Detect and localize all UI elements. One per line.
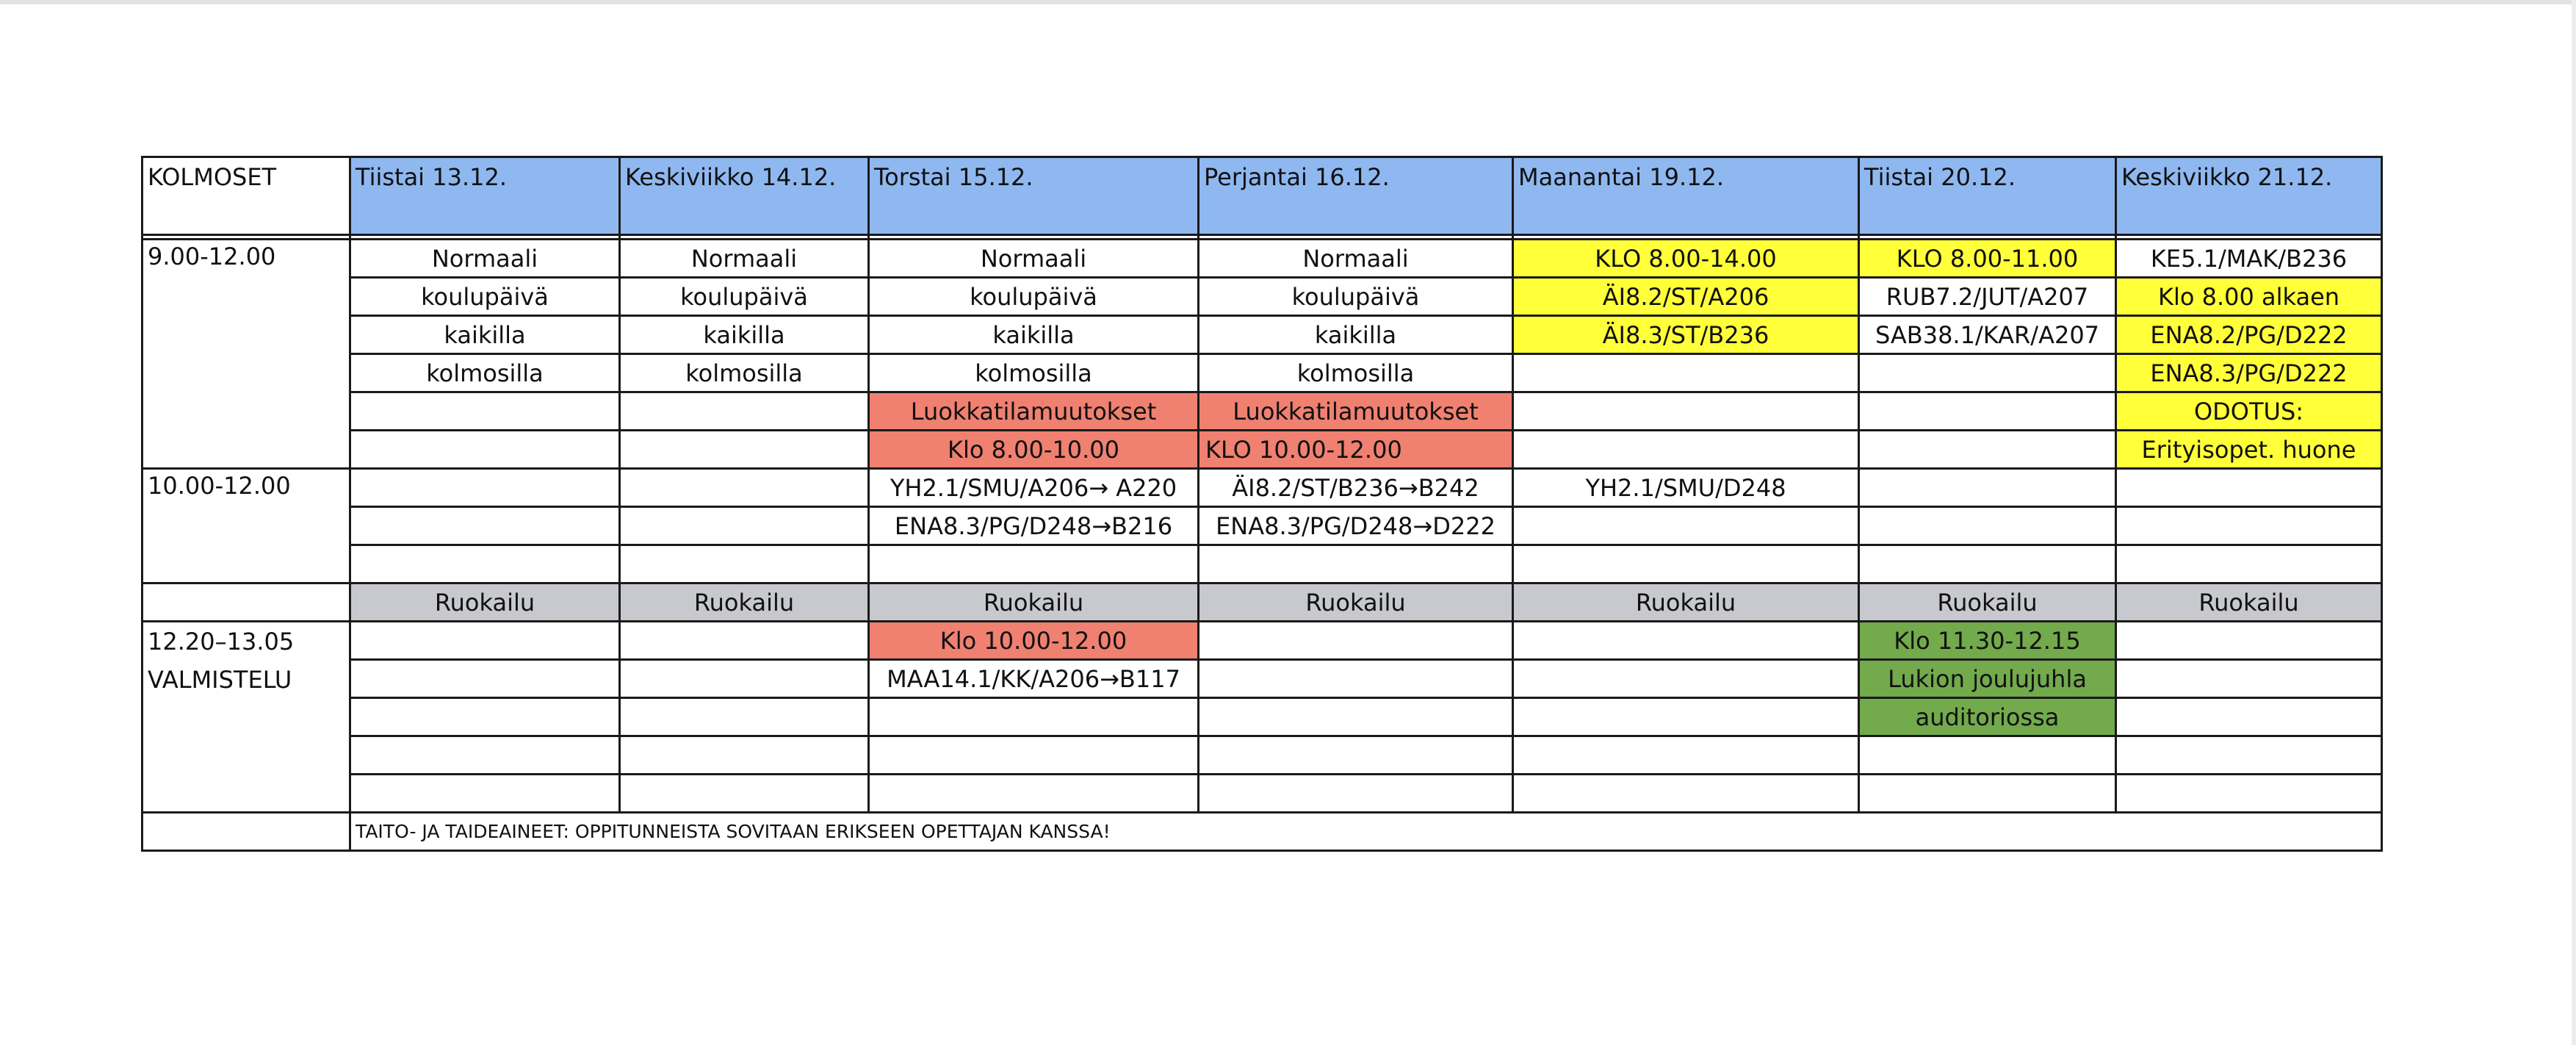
schedule-cell: Normaali	[620, 240, 869, 278]
schedule-cell: Normaali	[869, 240, 1199, 278]
schedule-cell	[1199, 698, 1513, 736]
schedule-cell	[869, 545, 1199, 583]
schedule-cell: KLO 8.00-11.00	[1859, 240, 2116, 278]
schedule-cell	[620, 775, 869, 813]
schedule-cell: koulupäivä	[1199, 278, 1513, 316]
corner-label: KOLMOSET	[142, 157, 350, 235]
schedule-cell: RUB7.2/JUT/A207	[1859, 278, 2116, 316]
day-header: Perjantai 16.12.	[1199, 157, 1513, 235]
schedule-cell: Normaali	[350, 240, 620, 278]
lunch-row	[142, 583, 2382, 622]
schedule-cell: kaikilla	[869, 316, 1199, 354]
lunch-cell: Ruokailu	[1859, 583, 2116, 622]
schedule-cell	[350, 622, 620, 660]
schedule-cell	[350, 736, 620, 775]
schedule-cell	[1859, 431, 2116, 469]
schedule-cell	[2116, 660, 2382, 698]
schedule-cell	[1859, 775, 2116, 813]
schedule-cell	[350, 660, 620, 698]
lunch-cell: Ruokailu	[2116, 583, 2382, 622]
schedule-cell	[869, 736, 1199, 775]
schedule-cell: KLO 10.00-12.00	[1199, 431, 1513, 469]
schedule-cell	[1859, 469, 2116, 507]
schedule-cell	[2116, 507, 2382, 545]
schedule-cell	[350, 545, 620, 583]
day-header: Tiistai 13.12.	[350, 157, 620, 235]
schedule-cell: auditoriossa	[1859, 698, 2116, 736]
schedule-row	[142, 507, 2382, 545]
schedule-cell	[350, 469, 620, 507]
schedule-cell: koulupäivä	[620, 278, 869, 316]
schedule-cell	[620, 431, 869, 469]
day-header: Keskiviikko 21.12.	[2116, 157, 2382, 235]
schedule-cell	[1513, 545, 1859, 583]
schedule-cell	[350, 775, 620, 813]
schedule-row	[142, 278, 2382, 316]
lunch-cell: Ruokailu	[620, 583, 869, 622]
schedule-row	[142, 354, 2382, 392]
schedule-cell	[1513, 698, 1859, 736]
schedule-row	[142, 660, 2382, 698]
schedule-cell: kolmosilla	[620, 354, 869, 392]
schedule-cell	[350, 431, 620, 469]
schedule-cell: Luokkatilamuutokset	[869, 392, 1199, 431]
schedule-cell	[1859, 545, 2116, 583]
schedule-cell	[1513, 660, 1859, 698]
schedule-cell	[620, 698, 869, 736]
schedule-cell: ÄI8.2/ST/A206	[1513, 278, 1859, 316]
schedule-cell	[1513, 354, 1859, 392]
schedule-table	[141, 156, 2383, 852]
schedule-row	[142, 469, 2382, 507]
schedule-cell	[1513, 507, 1859, 545]
schedule-cell	[620, 545, 869, 583]
schedule-cell: ODOTUS:	[2116, 392, 2382, 431]
schedule-cell	[1859, 392, 2116, 431]
lunch-cell: Ruokailu	[869, 583, 1199, 622]
schedule-cell	[869, 698, 1199, 736]
schedule-cell: ÄI8.2/ST/B236→B242	[1199, 469, 1513, 507]
schedule-cell	[1199, 775, 1513, 813]
schedule-cell: Klo 11.30-12.15	[1859, 622, 2116, 660]
lunch-cell: Ruokailu	[1513, 583, 1859, 622]
schedule-cell	[1199, 660, 1513, 698]
schedule-cell	[1199, 736, 1513, 775]
schedule-cell	[620, 660, 869, 698]
schedule-cell: kolmosilla	[1199, 354, 1513, 392]
schedule-cell: SAB38.1/KAR/A207	[1859, 316, 2116, 354]
schedule-cell: kaikilla	[350, 316, 620, 354]
schedule-cell	[620, 736, 869, 775]
schedule-cell	[2116, 698, 2382, 736]
schedule-cell	[1859, 736, 2116, 775]
time-slot-label: 10.00-12.00	[142, 469, 350, 583]
schedule-row	[142, 545, 2382, 583]
schedule-cell: Klo 10.00-12.00	[869, 622, 1199, 660]
schedule-cell: ENA8.3/PG/D248→D222	[1199, 507, 1513, 545]
schedule-cell: ÄI8.3/ST/B236	[1513, 316, 1859, 354]
schedule-cell: KLO 8.00-14.00	[1513, 240, 1859, 278]
schedule-cell: ENA8.3/PG/D222	[2116, 354, 2382, 392]
schedule-cell	[350, 392, 620, 431]
scan-edge-right	[2572, 0, 2576, 1045]
time-slot-label: 12.20–13.05 VALMISTELU	[142, 622, 350, 813]
schedule-cell: MAA14.1/KK/A206→B117	[869, 660, 1199, 698]
day-header: Tiistai 20.12.	[1859, 157, 2116, 235]
schedule-cell: YH2.1/SMU/A206→ A220	[869, 469, 1199, 507]
footer-row	[142, 813, 2382, 851]
schedule-cell: KE5.1/MAK/B236	[2116, 240, 2382, 278]
time-slot-label: 9.00-12.00	[142, 240, 350, 469]
schedule-cell	[1513, 736, 1859, 775]
schedule-cell	[1513, 775, 1859, 813]
schedule-cell: kaikilla	[1199, 316, 1513, 354]
schedule-cell	[1199, 545, 1513, 583]
schedule-cell: kolmosilla	[350, 354, 620, 392]
schedule-cell: kaikilla	[620, 316, 869, 354]
schedule-row	[142, 622, 2382, 660]
schedule-cell	[620, 469, 869, 507]
lunch-label	[142, 583, 350, 622]
schedule-cell	[350, 507, 620, 545]
schedule-cell: ENA8.2/PG/D222	[2116, 316, 2382, 354]
schedule-cell: Normaali	[1199, 240, 1513, 278]
lunch-cell: Ruokailu	[350, 583, 620, 622]
schedule-cell	[1513, 622, 1859, 660]
schedule-cell	[620, 392, 869, 431]
schedule-row	[142, 431, 2382, 469]
lunch-cell: Ruokailu	[1199, 583, 1513, 622]
schedule-cell: Luokkatilamuutokset	[1199, 392, 1513, 431]
schedule-cell: YH2.1/SMU/D248	[1513, 469, 1859, 507]
schedule-cell	[869, 775, 1199, 813]
schedule-cell	[2116, 622, 2382, 660]
schedule-cell: kolmosilla	[869, 354, 1199, 392]
schedule-cell	[1199, 622, 1513, 660]
schedule-row	[142, 316, 2382, 354]
schedule-cell: Lukion joulujuhla	[1859, 660, 2116, 698]
footer-blank	[142, 813, 350, 851]
scan-edge	[0, 0, 2576, 4]
schedule-row	[142, 698, 2382, 736]
day-header: Maanantai 19.12.	[1513, 157, 1859, 235]
schedule-cell: ENA8.3/PG/D248→B216	[869, 507, 1199, 545]
schedule-cell	[1513, 392, 1859, 431]
schedule-row	[142, 736, 2382, 775]
header-row	[142, 157, 2382, 235]
schedule-cell: koulupäivä	[869, 278, 1199, 316]
footer-note: TAITO- JA TAIDEAINEET: OPPITUNNEISTA SOVITAAN ERIKSEEN OPETTAJAN KANSSA!	[350, 813, 2382, 851]
schedule-cell	[1513, 431, 1859, 469]
schedule-cell	[2116, 775, 2382, 813]
schedule-cell	[620, 507, 869, 545]
day-header: Keskiviikko 14.12.	[620, 157, 869, 235]
schedule-row	[142, 240, 2382, 278]
schedule-cell	[1859, 507, 2116, 545]
schedule-cell: Klo 8.00 alkaen	[2116, 278, 2382, 316]
schedule-cell	[350, 698, 620, 736]
schedule-cell	[1859, 354, 2116, 392]
schedule-cell	[620, 622, 869, 660]
day-header: Torstai 15.12.	[869, 157, 1199, 235]
schedule-row	[142, 775, 2382, 813]
schedule-cell: Klo 8.00-10.00	[869, 431, 1199, 469]
schedule-cell: koulupäivä	[350, 278, 620, 316]
schedule-cell: Erityisopet. huone	[2116, 431, 2382, 469]
schedule-cell	[2116, 469, 2382, 507]
schedule-row	[142, 392, 2382, 431]
schedule-cell	[2116, 545, 2382, 583]
schedule-cell	[2116, 736, 2382, 775]
